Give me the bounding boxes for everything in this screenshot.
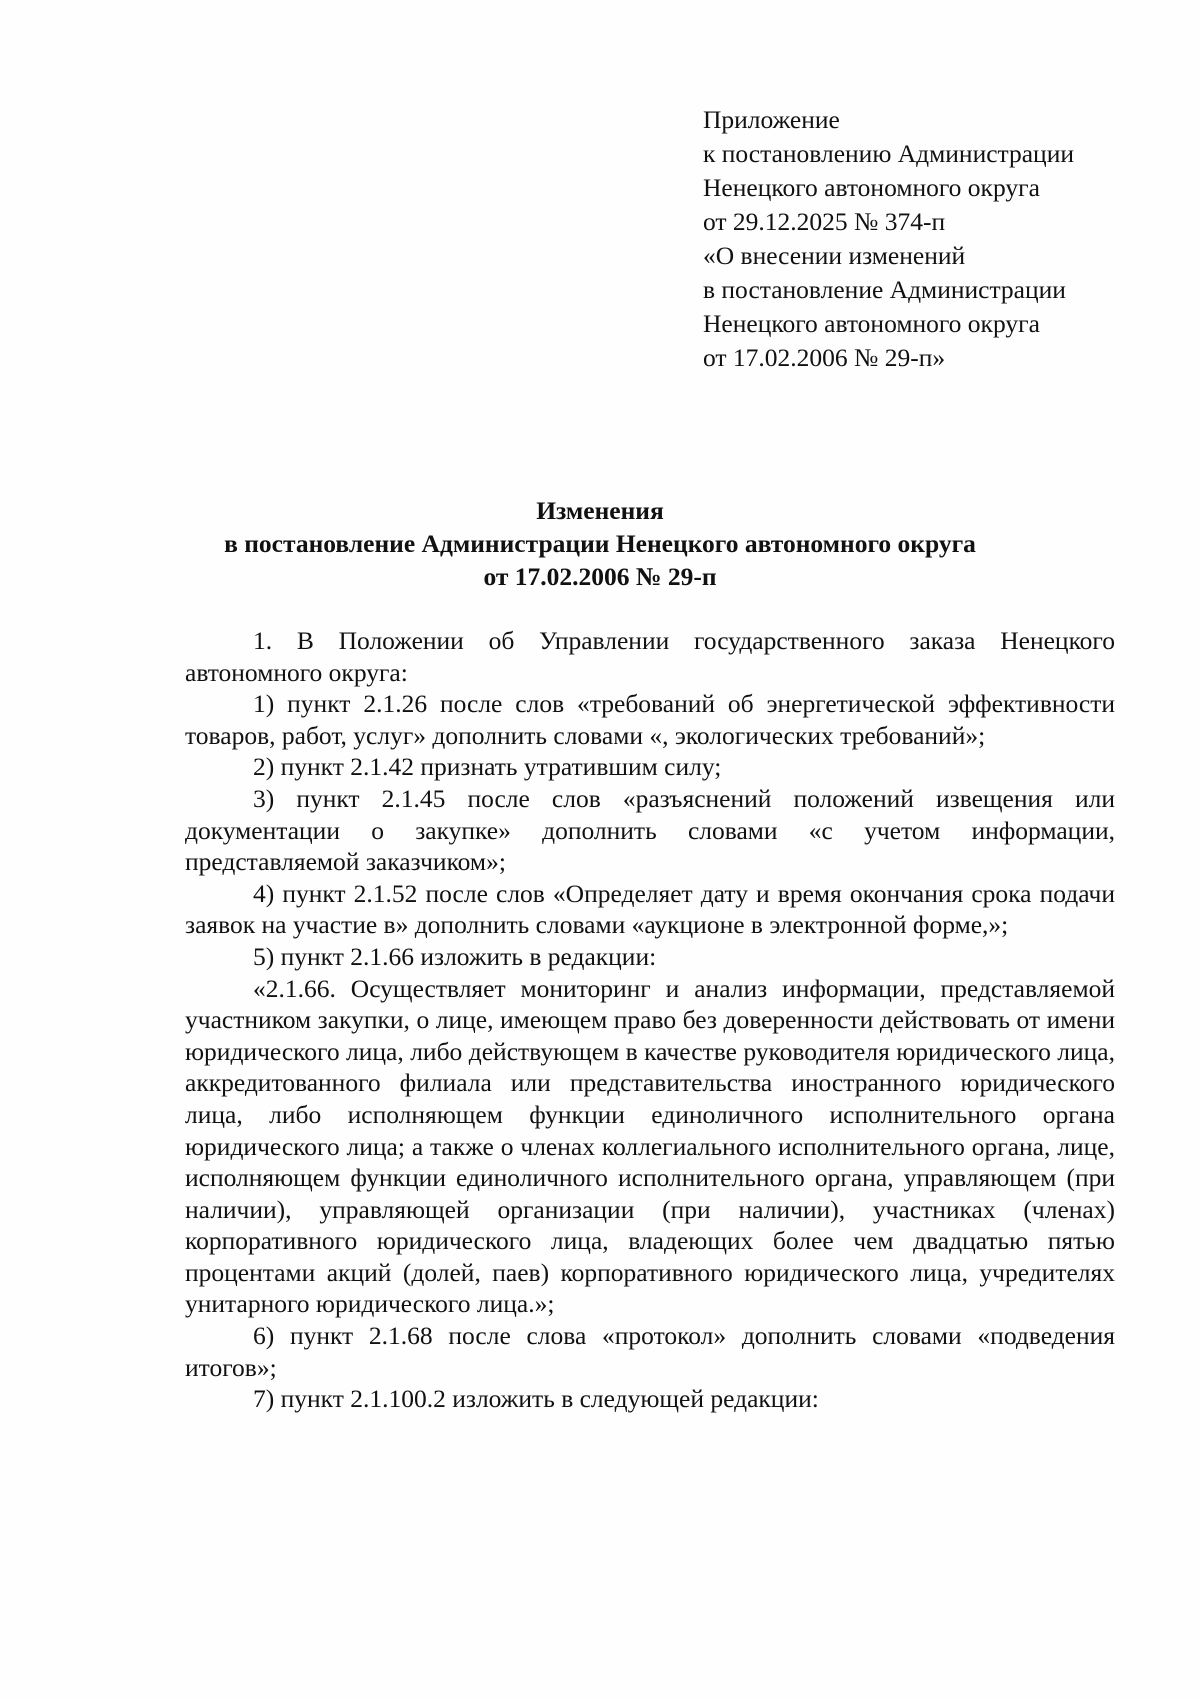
appendix-line: в постановление Администрации: [703, 275, 1066, 304]
appendix-line: Ненецкого автономного округа: [703, 309, 1040, 338]
paragraph-item-3: 3) пункт 2.1.45 после слов «разъяснений положений извещения или документации о закупке» дополнить словами «с учетом информации, представляемой заказчиком»;: [185, 783, 1115, 877]
appendix-line: Приложение: [703, 105, 840, 134]
paragraph-item-7: 7) пункт 2.1.100.2 изложить в следующей редакции:: [253, 1384, 819, 1414]
appendix-line: «О внесении изменений: [703, 241, 966, 270]
appendix-line: к постановлению Администрации: [703, 139, 1074, 168]
paragraph-item-5: 5) пункт 2.1.66 изложить в редакции:: [253, 941, 657, 971]
document-body: [185, 625, 1115, 1415]
title-line-2: в постановление Администрации Ненецкого автономного округа: [224, 529, 976, 558]
document-title: [0, 494, 1200, 593]
paragraph-item-1: 1) пункт 2.1.26 после слов «требований об энергетической эффективности товаров, работ, услуг» дополнить словами «, экологических требований»;: [185, 689, 1115, 750]
appendix-line: от 29.12.2025 № 374-п: [703, 207, 946, 236]
paragraph-item-2: 2) пункт 2.1.42 признать утратившим силу;: [253, 752, 722, 782]
paragraph-item-4: 4) пункт 2.1.52 после слов «Определяет дату и время окончания срока подачи заявок на участие в» дополнить словами «аукционе в электронной форме,»;: [185, 878, 1115, 940]
paragraph-item-6: 6) пункт 2.1.68 после слова «протокол» дополнить словами «подведения итогов»;: [185, 1321, 1115, 1382]
appendix-header: [703, 103, 1074, 375]
title-line-1: Изменения: [536, 496, 664, 525]
title-line-3: от 17.02.2006 № 29-п: [483, 562, 717, 591]
paragraph-section-1: 1. В Положении об Управлении государственного заказа Ненецкого автономного округа:: [185, 626, 1115, 687]
appendix-line: от 17.02.2006 № 29-п»: [703, 343, 946, 372]
paragraph-quoted-2-1-66: «2.1.66. Осуществляет мониторинг и анализ информации, представляемой участником закупки, о лице, имеющем право без доверенности действовать от имени юридического лица, либо действующем в качестве руководителя юридического лица, аккредитованного филиала или представительства иностранного юридического лица, либо исполняющем функции единоличного исполнительного органа юридического лица; а также о членах коллегиального исполнительного органа, лице, исполняющем функции единоличного исполнительного органа, управляющем (при наличии), управляющей организации (при наличии), участниках (членах) корпоративного юридического лица, владеющих более чем двадцатью пятью процентами акций (долей, паев) корпоративного юридического лица, учредителях унитарного юридического лица.»;: [185, 973, 1115, 1319]
appendix-line: Ненецкого автономного округа: [703, 173, 1040, 202]
